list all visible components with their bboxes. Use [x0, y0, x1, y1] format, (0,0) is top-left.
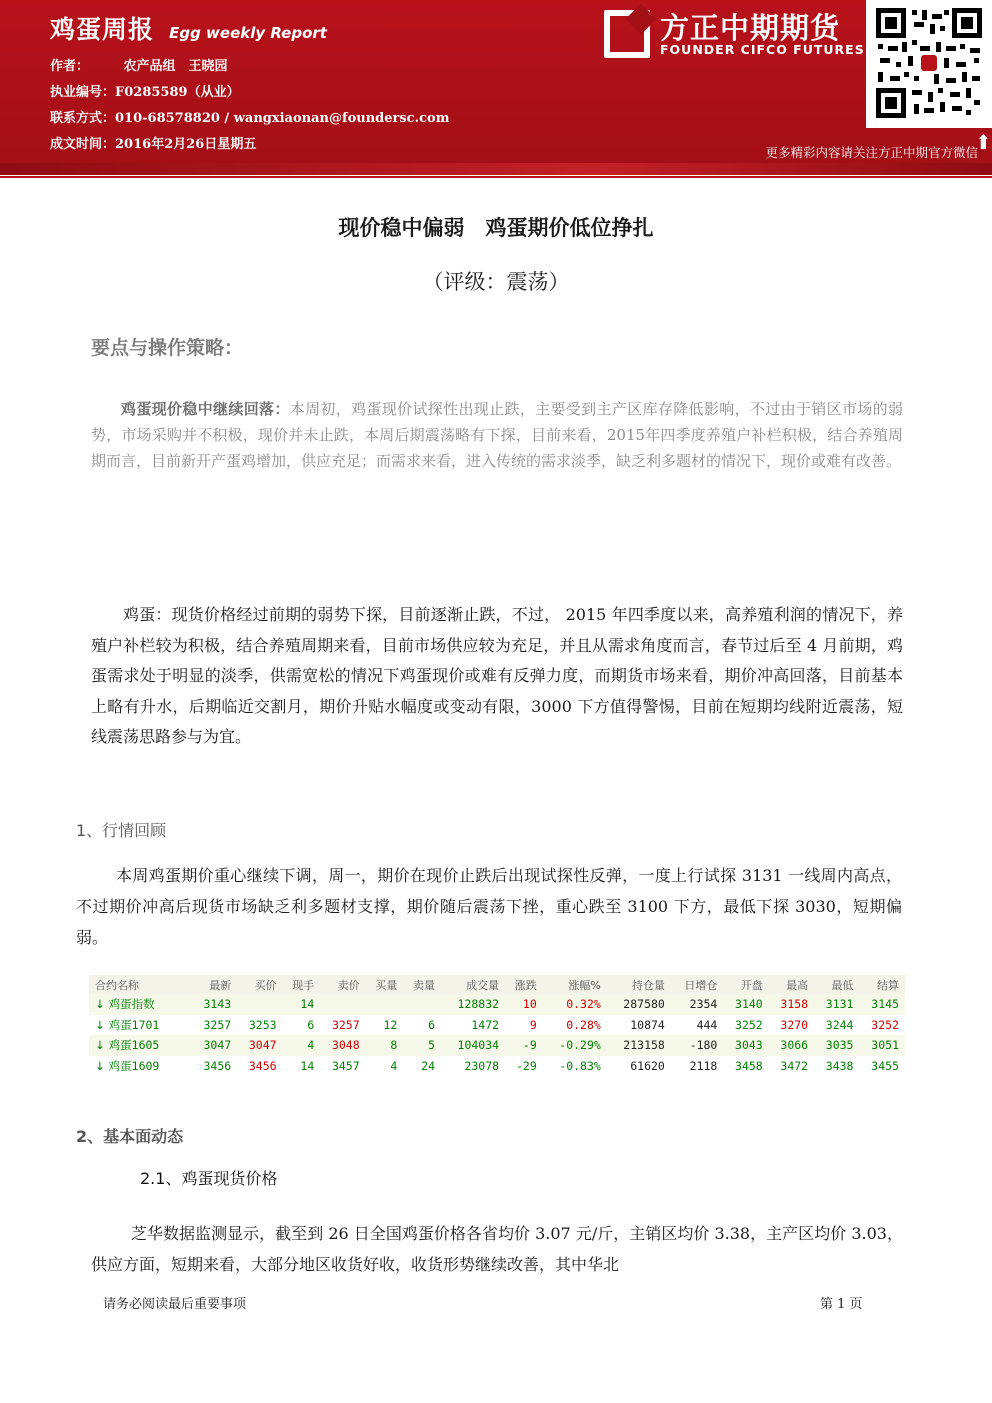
cell-low: 3244 — [814, 1015, 859, 1036]
cell-oi-change: 2118 — [671, 1056, 724, 1077]
cell-open: 3043 — [723, 1035, 768, 1056]
cell-oi-change: 444 — [671, 1015, 724, 1036]
table-row[interactable] — [89, 1035, 905, 1056]
cell-volume-now: 4 — [283, 1035, 321, 1056]
col-header: 最高 — [769, 975, 814, 994]
cell-oi-change: -180 — [671, 1035, 724, 1056]
logo-name-cn: 方正中期期货 — [660, 11, 841, 45]
cell-change-pct: -0.29% — [543, 1035, 607, 1056]
cell-change-pct: 0.28% — [543, 1015, 607, 1036]
cell-bid: 3253 — [237, 1015, 282, 1036]
col-header: 买价 — [237, 975, 282, 994]
col-header: 合约名称 — [89, 975, 192, 994]
down-arrow-icon: ↓ — [95, 1038, 105, 1053]
section1-heading: 1、行情回顾 — [76, 821, 167, 840]
cell-bid-size — [366, 994, 404, 1015]
col-header: 成交量 — [441, 975, 505, 994]
strategy-paragraph: 鸡蛋：现货价格经过前期的弱势下探，目前逐渐止跌，不过， 2015 年四季度以来，高养殖利润的情况下，养殖户补栏较为积极，结合养殖周期来看，目前市场供应较为充足，并且从需求角度而言，春节过后至 4 月前期，鸡蛋需求处于明显的淡季，供需宽松的情况下鸡蛋现价或难有反弹力度，而期货市场来看，期价冲高回落，目前基本上略有升水，后期临近交割月，期价升贴水幅度或变动有限，3000 下方值得警惕，目前在短期均线附近震荡，短线震荡思路参与为宜。 — [91, 605, 903, 746]
cell-open-interest: 10874 — [607, 1015, 671, 1036]
logo-name-en: FOUNDER CIFCO FUTURES — [660, 42, 865, 57]
cell-ask: 3048 — [320, 1035, 365, 1056]
cell-open: 3458 — [723, 1056, 768, 1077]
page-number: 第 1 页 — [820, 1297, 863, 1312]
cell-low: 3438 — [814, 1056, 859, 1077]
page-title: 现价稳中偏弱 鸡蛋期价低位挣扎 — [338, 216, 654, 240]
author-line — [50, 55, 228, 74]
table-header-row — [89, 975, 905, 994]
logo-mark-icon — [604, 10, 650, 58]
section2-heading: 2、基本面动态 — [76, 1127, 184, 1146]
contact-value: 010-68578820 / wangxiaonan@foundersc.com — [115, 111, 450, 126]
col-header: 卖价 — [320, 975, 365, 994]
cell-open: 3140 — [723, 994, 768, 1015]
table-row[interactable] — [89, 1056, 905, 1077]
section1-paragraph: 本周鸡蛋期价重心继续下调，周一，期价在现价止跌后出现试探性反弹，一度上行试探 3131 一线周内高点，不过期价冲高后现货市场缺乏利多题材支撑，期价随后震荡下挫，重心跌至 3100 下方，最低下探 3030，短期偏弱。 — [76, 866, 902, 947]
cell-volume-now: 14 — [283, 994, 321, 1015]
down-arrow-icon: ↓ — [95, 1058, 105, 1073]
cell-volume: 1472 — [441, 1015, 505, 1036]
table-row[interactable] — [89, 1015, 905, 1036]
cell-change: -29 — [505, 1056, 543, 1077]
section2-paragraph: 芝华数据监测显示，截至到 26 日全国鸡蛋价格各省均价 3.07 元/斤，主销区均价 3.38，主产区均价 3.03，供应方面，短期来看，大部分地区收货好收，收货形势继续改善，其中华北 — [91, 1224, 903, 1274]
license-label: 执业编号： — [50, 85, 116, 100]
futures-quote-table — [89, 975, 905, 1076]
col-header: 卖量 — [403, 975, 441, 994]
report-title — [50, 10, 327, 46]
cell-oi-change: 2354 — [671, 994, 724, 1015]
qr-code-icon — [874, 6, 984, 120]
license-value: F0285589（从业） — [115, 85, 240, 100]
scroll-top-arrow-icon[interactable]: ⬆ — [975, 130, 992, 154]
table-row[interactable] — [89, 994, 905, 1015]
summary-paragraph — [91, 396, 903, 474]
cell-high: 3270 — [769, 1015, 814, 1036]
date-label: 成文时间： — [50, 137, 116, 152]
cell-change-pct: -0.83% — [543, 1056, 607, 1077]
contract-name: 鸡蛋1605 — [108, 1038, 160, 1053]
cell-last: 3257 — [192, 1015, 237, 1036]
cell-ask-size: 5 — [403, 1035, 441, 1056]
cell-last: 3456 — [192, 1056, 237, 1077]
cell-volume-now: 6 — [283, 1015, 321, 1036]
cell-high: 3066 — [769, 1035, 814, 1056]
summary-heading: 要点与操作策略： — [91, 337, 244, 359]
cell-bid-size: 12 — [366, 1015, 404, 1036]
col-header: 现手 — [283, 975, 321, 994]
wechat-qr-code — [866, 0, 992, 128]
cell-bid — [237, 994, 282, 1015]
report-title-en: Egg weekly Report — [169, 24, 327, 42]
col-header: 结算 — [859, 975, 905, 994]
cell-volume: 128832 — [441, 994, 505, 1015]
cell-settle: 3455 — [859, 1056, 905, 1077]
down-arrow-icon: ↓ — [95, 1017, 105, 1032]
cell-ask-size: 6 — [403, 1015, 441, 1036]
summary-lead: 鸡蛋现价稳中继续回落： — [121, 400, 290, 418]
cell-settle: 3145 — [859, 994, 905, 1015]
cell-last: 3143 — [192, 994, 237, 1015]
col-header: 涨跌 — [505, 975, 543, 994]
cell-open-interest: 61620 — [607, 1056, 671, 1077]
cell-ask-size — [403, 994, 441, 1015]
cell-open-interest: 213158 — [607, 1035, 671, 1056]
contract-name: 鸡蛋1609 — [108, 1058, 160, 1073]
cell-bid: 3047 — [237, 1035, 282, 1056]
cell-change: 9 — [505, 1015, 543, 1036]
footer-notice: 请务必阅读最后重要事项 — [103, 1297, 247, 1312]
cell-open: 3252 — [723, 1015, 768, 1036]
cell-settle: 3252 — [859, 1015, 905, 1036]
cell-settle: 3051 — [859, 1035, 905, 1056]
author-label: 作者： — [50, 59, 90, 74]
header-bottom-band — [0, 163, 992, 175]
cell-high: 3472 — [769, 1056, 814, 1077]
contact-line — [50, 107, 449, 126]
cell-volume: 104034 — [441, 1035, 505, 1056]
col-header: 日增仓 — [671, 975, 724, 994]
cell-ask-size: 24 — [403, 1056, 441, 1077]
cell-low: 3131 — [814, 994, 859, 1015]
license-line — [50, 81, 240, 100]
date-line — [50, 133, 256, 152]
cell-volume: 23078 — [441, 1056, 505, 1077]
cell-bid-size: 4 — [366, 1056, 404, 1077]
rating: （评级：震荡） — [422, 270, 570, 294]
cell-low: 3035 — [814, 1035, 859, 1056]
cell-ask: 3457 — [320, 1056, 365, 1077]
col-header: 涨幅% — [543, 975, 607, 994]
cell-open-interest: 287580 — [607, 994, 671, 1015]
col-header: 最新 — [192, 975, 237, 994]
col-header: 开盘 — [723, 975, 768, 994]
wechat-note: 更多精彩内容请关注方正中期官方微信 — [765, 145, 978, 160]
cell-bid: 3456 — [237, 1056, 282, 1077]
contact-label: 联系方式： — [50, 111, 116, 126]
summary-text: 本周初，鸡蛋现价试探性出现止跌，主要受到主产区库存降低影响，不过由于销区市场的弱势，市场采购并不积极，现价并未止跌，本周后期震荡略有下探，目前来看，2015年四季度养殖户补栏积极，结合养殖周期而言，目前新开产蛋鸡增加，供应充足；而需求来看，进入传统的需求淡季，缺乏利多题材的情况下，现价或难有改善。 — [91, 400, 903, 470]
section2-1-heading: 2.1、鸡蛋现货价格 — [140, 1169, 278, 1188]
contract-name: 鸡蛋指数 — [108, 997, 155, 1012]
header-divider — [0, 176, 992, 178]
cell-bid-size: 8 — [366, 1035, 404, 1056]
cell-high: 3158 — [769, 994, 814, 1015]
col-header: 最低 — [814, 975, 859, 994]
col-header: 持仓量 — [607, 975, 671, 994]
cell-last: 3047 — [192, 1035, 237, 1056]
cell-change: -9 — [505, 1035, 543, 1056]
down-arrow-icon: ↓ — [95, 997, 105, 1012]
cell-ask — [320, 994, 365, 1015]
company-logo — [604, 6, 865, 62]
date-value: 2016年2月26日星期五 — [115, 137, 257, 152]
cell-change: 10 — [505, 994, 543, 1015]
contract-name: 鸡蛋1701 — [108, 1017, 160, 1032]
report-title-cn: 鸡蛋周报 — [50, 15, 155, 44]
col-header: 买量 — [366, 975, 404, 994]
author-value: 农产品组 王晓园 — [123, 59, 228, 74]
cell-change-pct: 0.32% — [543, 994, 607, 1015]
cell-ask: 3257 — [320, 1015, 365, 1036]
cell-volume-now: 14 — [283, 1056, 321, 1077]
